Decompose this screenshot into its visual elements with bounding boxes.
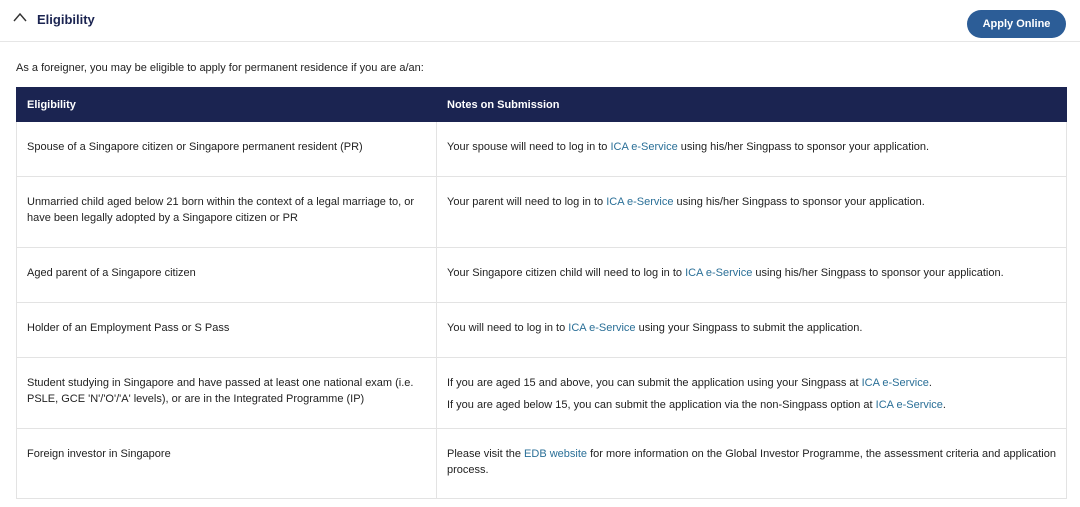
eligibility-text: Aged parent of a Singapore citizen xyxy=(27,267,196,279)
chevron-up-icon[interactable] xyxy=(12,11,28,23)
notes-text xyxy=(447,446,1056,478)
notes-cell xyxy=(437,303,1067,358)
notes-text-before: You will need to log in to xyxy=(447,322,569,334)
notes-text-before: Your spouse will need to log in to xyxy=(447,141,611,153)
notes-text-before: Please visit the xyxy=(447,448,525,460)
notes-text-after: using his/her Singpass to sponsor your application. xyxy=(673,196,925,208)
table-row xyxy=(17,429,1067,499)
eligibility-cell xyxy=(17,358,437,429)
ica-eservice-link[interactable]: ICA e-Service xyxy=(861,377,929,389)
edb-website-link[interactable]: EDB website xyxy=(524,448,588,460)
eligibility-cell xyxy=(17,429,437,499)
notes-text-after: using his/her Singpass to sponsor your application. xyxy=(752,267,1004,279)
notes-cell xyxy=(437,177,1067,248)
notes-cell xyxy=(437,429,1067,499)
column-header-notes: Notes on Submission xyxy=(437,88,1067,122)
notes-text-before: If you are aged below 15, you can submit the application via the non-Singpass option at xyxy=(447,399,876,411)
notes-text-before: Your Singapore citizen child will need to log in to xyxy=(447,267,686,279)
eligibility-text: Foreign investor in Singapore xyxy=(27,448,171,460)
column-header-eligibility: Eligibility xyxy=(17,88,437,122)
section-title: Eligibility xyxy=(37,12,95,27)
notes-text-after: . xyxy=(942,399,946,411)
notes-cell xyxy=(437,248,1067,303)
eligibility-cell xyxy=(17,122,437,177)
notes-text-before: Your parent will need to log in to xyxy=(447,196,607,208)
notes-text xyxy=(447,139,1056,155)
eligibility-section-header[interactable] xyxy=(0,0,1080,42)
eligibility-cell xyxy=(17,248,437,303)
notes-text-after: using his/her Singpass to sponsor your application. xyxy=(677,141,930,153)
table-header-row xyxy=(17,88,1067,122)
ica-eservice-link[interactable]: ICA e-Service xyxy=(606,196,674,208)
notes-text-after: . xyxy=(928,377,932,389)
eligibility-cell xyxy=(17,303,437,358)
table-row xyxy=(17,122,1067,177)
ica-eservice-link[interactable]: ICA e-Service xyxy=(875,399,943,411)
notes-text-after: using your Singpass to submit the application. xyxy=(635,322,863,334)
notes-text-before: If you are aged 15 and above, you can submit the application using your Singpass at xyxy=(447,377,862,389)
ica-eservice-link[interactable]: ICA e-Service xyxy=(610,141,678,153)
intro-text: As a foreigner, you may be eligible to apply for permanent residence if you are a/an: xyxy=(16,62,424,74)
ica-eservice-link[interactable]: ICA e-Service xyxy=(685,267,753,279)
notes-text xyxy=(447,265,1056,281)
table-row xyxy=(17,303,1067,358)
notes-text xyxy=(447,375,1056,391)
ica-eservice-link[interactable]: ICA e-Service xyxy=(568,322,636,334)
eligibility-text: Unmarried child aged below 21 born within the context of a legal marriage to, or have been legally adopted by a Singapore citizen or PR xyxy=(27,196,415,224)
eligibility-text: Student studying in Singapore and have passed at least one national exam (i.e. PSLE, GCE 'N'/'O'/'A' levels), or are in the Integrated Programme (IP) xyxy=(27,377,414,405)
table-row xyxy=(17,248,1067,303)
eligibility-text: Spouse of a Singapore citizen or Singapore permanent resident (PR) xyxy=(27,141,363,153)
notes-text-after: for more information on the Global Investor Programme, the assessment criteria and application process. xyxy=(447,448,1056,476)
eligibility-text: Holder of an Employment Pass or S Pass xyxy=(27,322,230,334)
apply-online-button[interactable]: Apply Online xyxy=(967,10,1066,38)
eligibility-cell xyxy=(17,177,437,248)
table-row xyxy=(17,177,1067,248)
notes-cell xyxy=(437,358,1067,429)
notes-text xyxy=(447,397,1056,413)
notes-text xyxy=(447,194,1056,210)
eligibility-table xyxy=(16,87,1067,499)
notes-cell xyxy=(437,122,1067,177)
table-row xyxy=(17,358,1067,429)
notes-text xyxy=(447,320,1056,336)
